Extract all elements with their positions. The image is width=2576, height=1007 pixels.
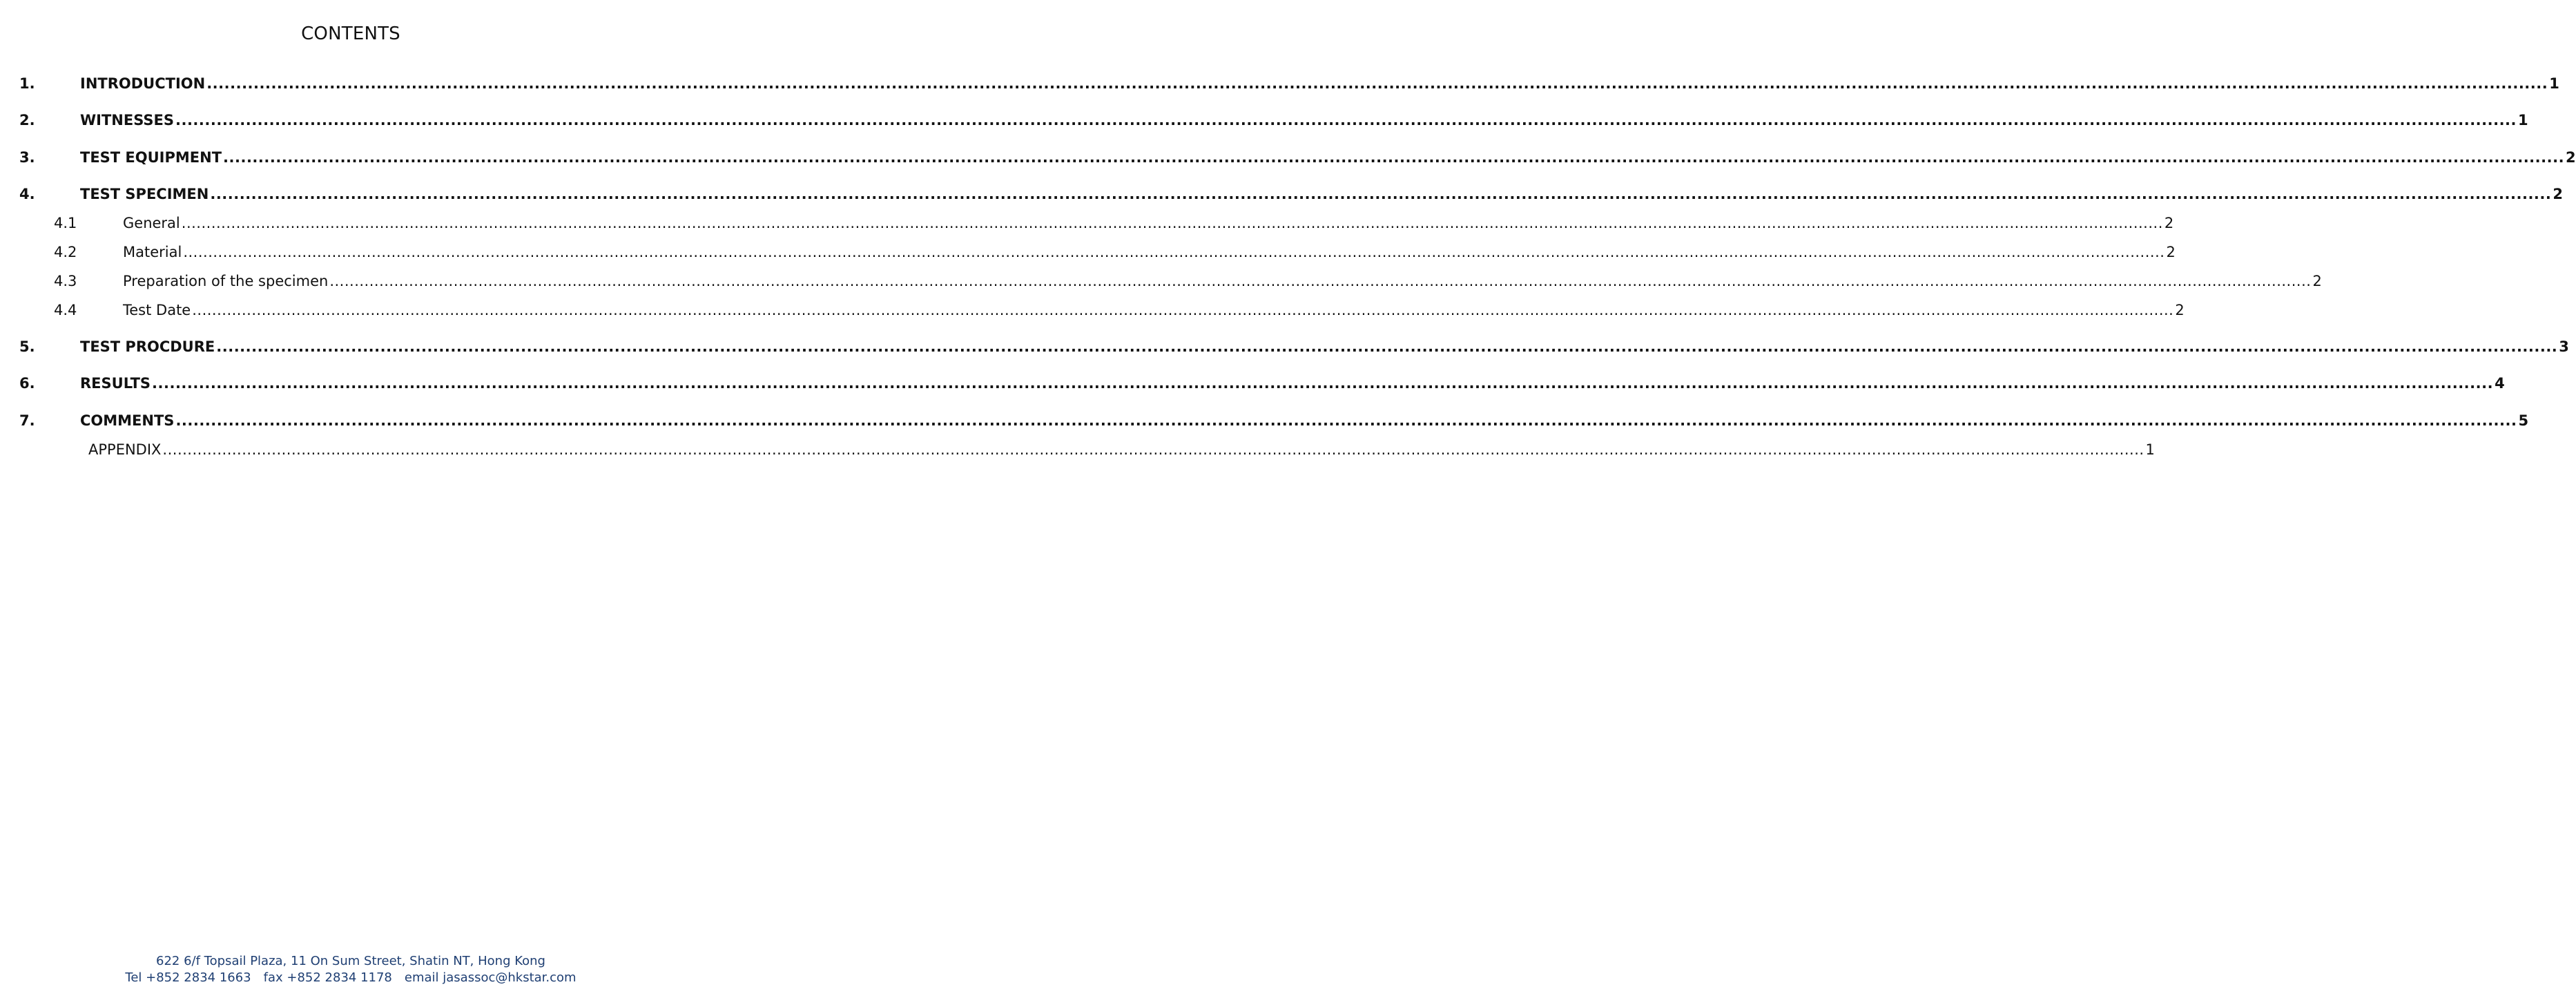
toc-entry-label: APPENDIX — [88, 441, 162, 458]
toc-dot-leader: ................................................................................................................................................................................................................................................................................................................................................................................................................ — [216, 338, 2558, 355]
toc-dot-leader: ................................................................................................................................................................................................................................................................................................................................................................................................................ — [210, 186, 2552, 202]
toc-dot-leader: ................................................................................................................................................................................................................................................................................................................................................................................................................ — [206, 75, 2548, 92]
toc-entry-number: 7. — [19, 412, 35, 429]
toc-entry-appendix[interactable] — [0, 439, 2155, 460]
page-title: CONTENTS — [301, 23, 400, 44]
toc-dot-leader: ................................................................................................................................................................................................................................................................................................................................................................................................................ — [175, 112, 2517, 128]
toc-entry-page: 2 — [2164, 215, 2174, 231]
toc-entry-label: INTRODUCTION — [80, 75, 206, 92]
toc-entry-page: 5 — [2518, 412, 2529, 429]
toc-entry-label: Material — [123, 244, 182, 260]
toc-entry-introduction[interactable] — [0, 73, 2559, 94]
footer-email: email jasassoc@hkstar.com — [404, 970, 577, 985]
toc-entry-page: 4 — [2495, 375, 2505, 392]
toc-entry-number: 2. — [19, 112, 35, 128]
toc-entry-page: 1 — [2549, 75, 2559, 92]
toc-dot-leader: ................................................................................................................................................................................................................................................................................................................................................................................................................ — [181, 215, 2163, 231]
toc-entry-comments[interactable] — [0, 410, 2529, 431]
footer-contacts — [0, 970, 701, 986]
toc-entry-label: RESULTS — [80, 375, 151, 392]
toc-entry-page: 3 — [2559, 338, 2569, 355]
toc-entry-page: 1 — [2145, 441, 2155, 458]
toc-entry-preparation[interactable] — [0, 271, 2322, 291]
toc-entry-number: 4.4 — [54, 302, 77, 318]
toc-entry-label: COMMENTS — [80, 412, 175, 429]
toc-entry-general[interactable] — [0, 213, 2174, 233]
toc-entry-page: 1 — [2518, 112, 2528, 128]
toc-dot-leader: ................................................................................................................................................................................................................................................................................................................................................................................................................ — [223, 149, 2565, 166]
toc-entry-page: 2 — [2166, 244, 2176, 260]
toc-entry-number: 4.3 — [54, 273, 77, 289]
footer-tel: Tel +852 2834 1663 — [125, 970, 251, 985]
toc-entry-label: General — [123, 215, 180, 231]
toc-entry-number: 4.1 — [54, 215, 77, 231]
toc-entry-number: 6. — [19, 375, 35, 392]
toc-entry-test-equipment[interactable] — [0, 147, 2576, 168]
footer — [0, 953, 701, 986]
toc-entry-label: Preparation of the specimen — [123, 273, 329, 289]
toc-entry-label: Test Date — [123, 302, 191, 318]
toc-dot-leader: ................................................................................................................................................................................................................................................................................................................................................................................................................ — [329, 273, 2312, 289]
toc-entry-label: TEST SPECIMEN — [80, 186, 209, 202]
toc-entry-test-date[interactable] — [0, 300, 2185, 320]
toc-entry-test-procedure[interactable] — [0, 336, 2569, 357]
toc-entry-witnesses[interactable] — [0, 110, 2528, 131]
toc-entry-number: 4.2 — [54, 244, 77, 260]
toc-entry-number: 1. — [19, 75, 35, 92]
toc-dot-leader: ................................................................................................................................................................................................................................................................................................................................................................................................................ — [192, 302, 2174, 318]
toc-entry-test-specimen[interactable] — [0, 184, 2563, 204]
toc-dot-leader: ................................................................................................................................................................................................................................................................................................................................................................................................................ — [175, 412, 2517, 429]
toc-entry-label: WITNESSES — [80, 112, 174, 128]
toc-entry-material[interactable] — [0, 242, 2176, 262]
toc-entry-number: 3. — [19, 149, 35, 166]
toc-entry-label: TEST PROCDURE — [80, 338, 215, 355]
toc-dot-leader: ................................................................................................................................................................................................................................................................................................................................................................................................................ — [162, 441, 2144, 458]
footer-fax: fax +852 2834 1178 — [263, 970, 392, 985]
toc-entry-label: TEST EQUIPMENT — [80, 149, 222, 166]
toc-entry-number: 4. — [19, 186, 35, 202]
toc-dot-leader: ................................................................................................................................................................................................................................................................................................................................................................................................................ — [183, 244, 2165, 260]
toc-entry-page: 2 — [2175, 302, 2185, 318]
toc-entry-page: 2 — [2553, 186, 2563, 202]
toc-entry-page: 2 — [2566, 149, 2576, 166]
toc-entry-number: 5. — [19, 338, 35, 355]
toc-entry-page: 2 — [2312, 273, 2322, 289]
footer-address: 622 6/f Topsail Plaza, 11 On Sum Street, Shatin NT, Hong Kong — [156, 954, 545, 968]
toc-entry-results[interactable] — [0, 373, 2505, 394]
toc-dot-leader: ................................................................................................................................................................................................................................................................................................................................................................................................................ — [152, 375, 2494, 392]
